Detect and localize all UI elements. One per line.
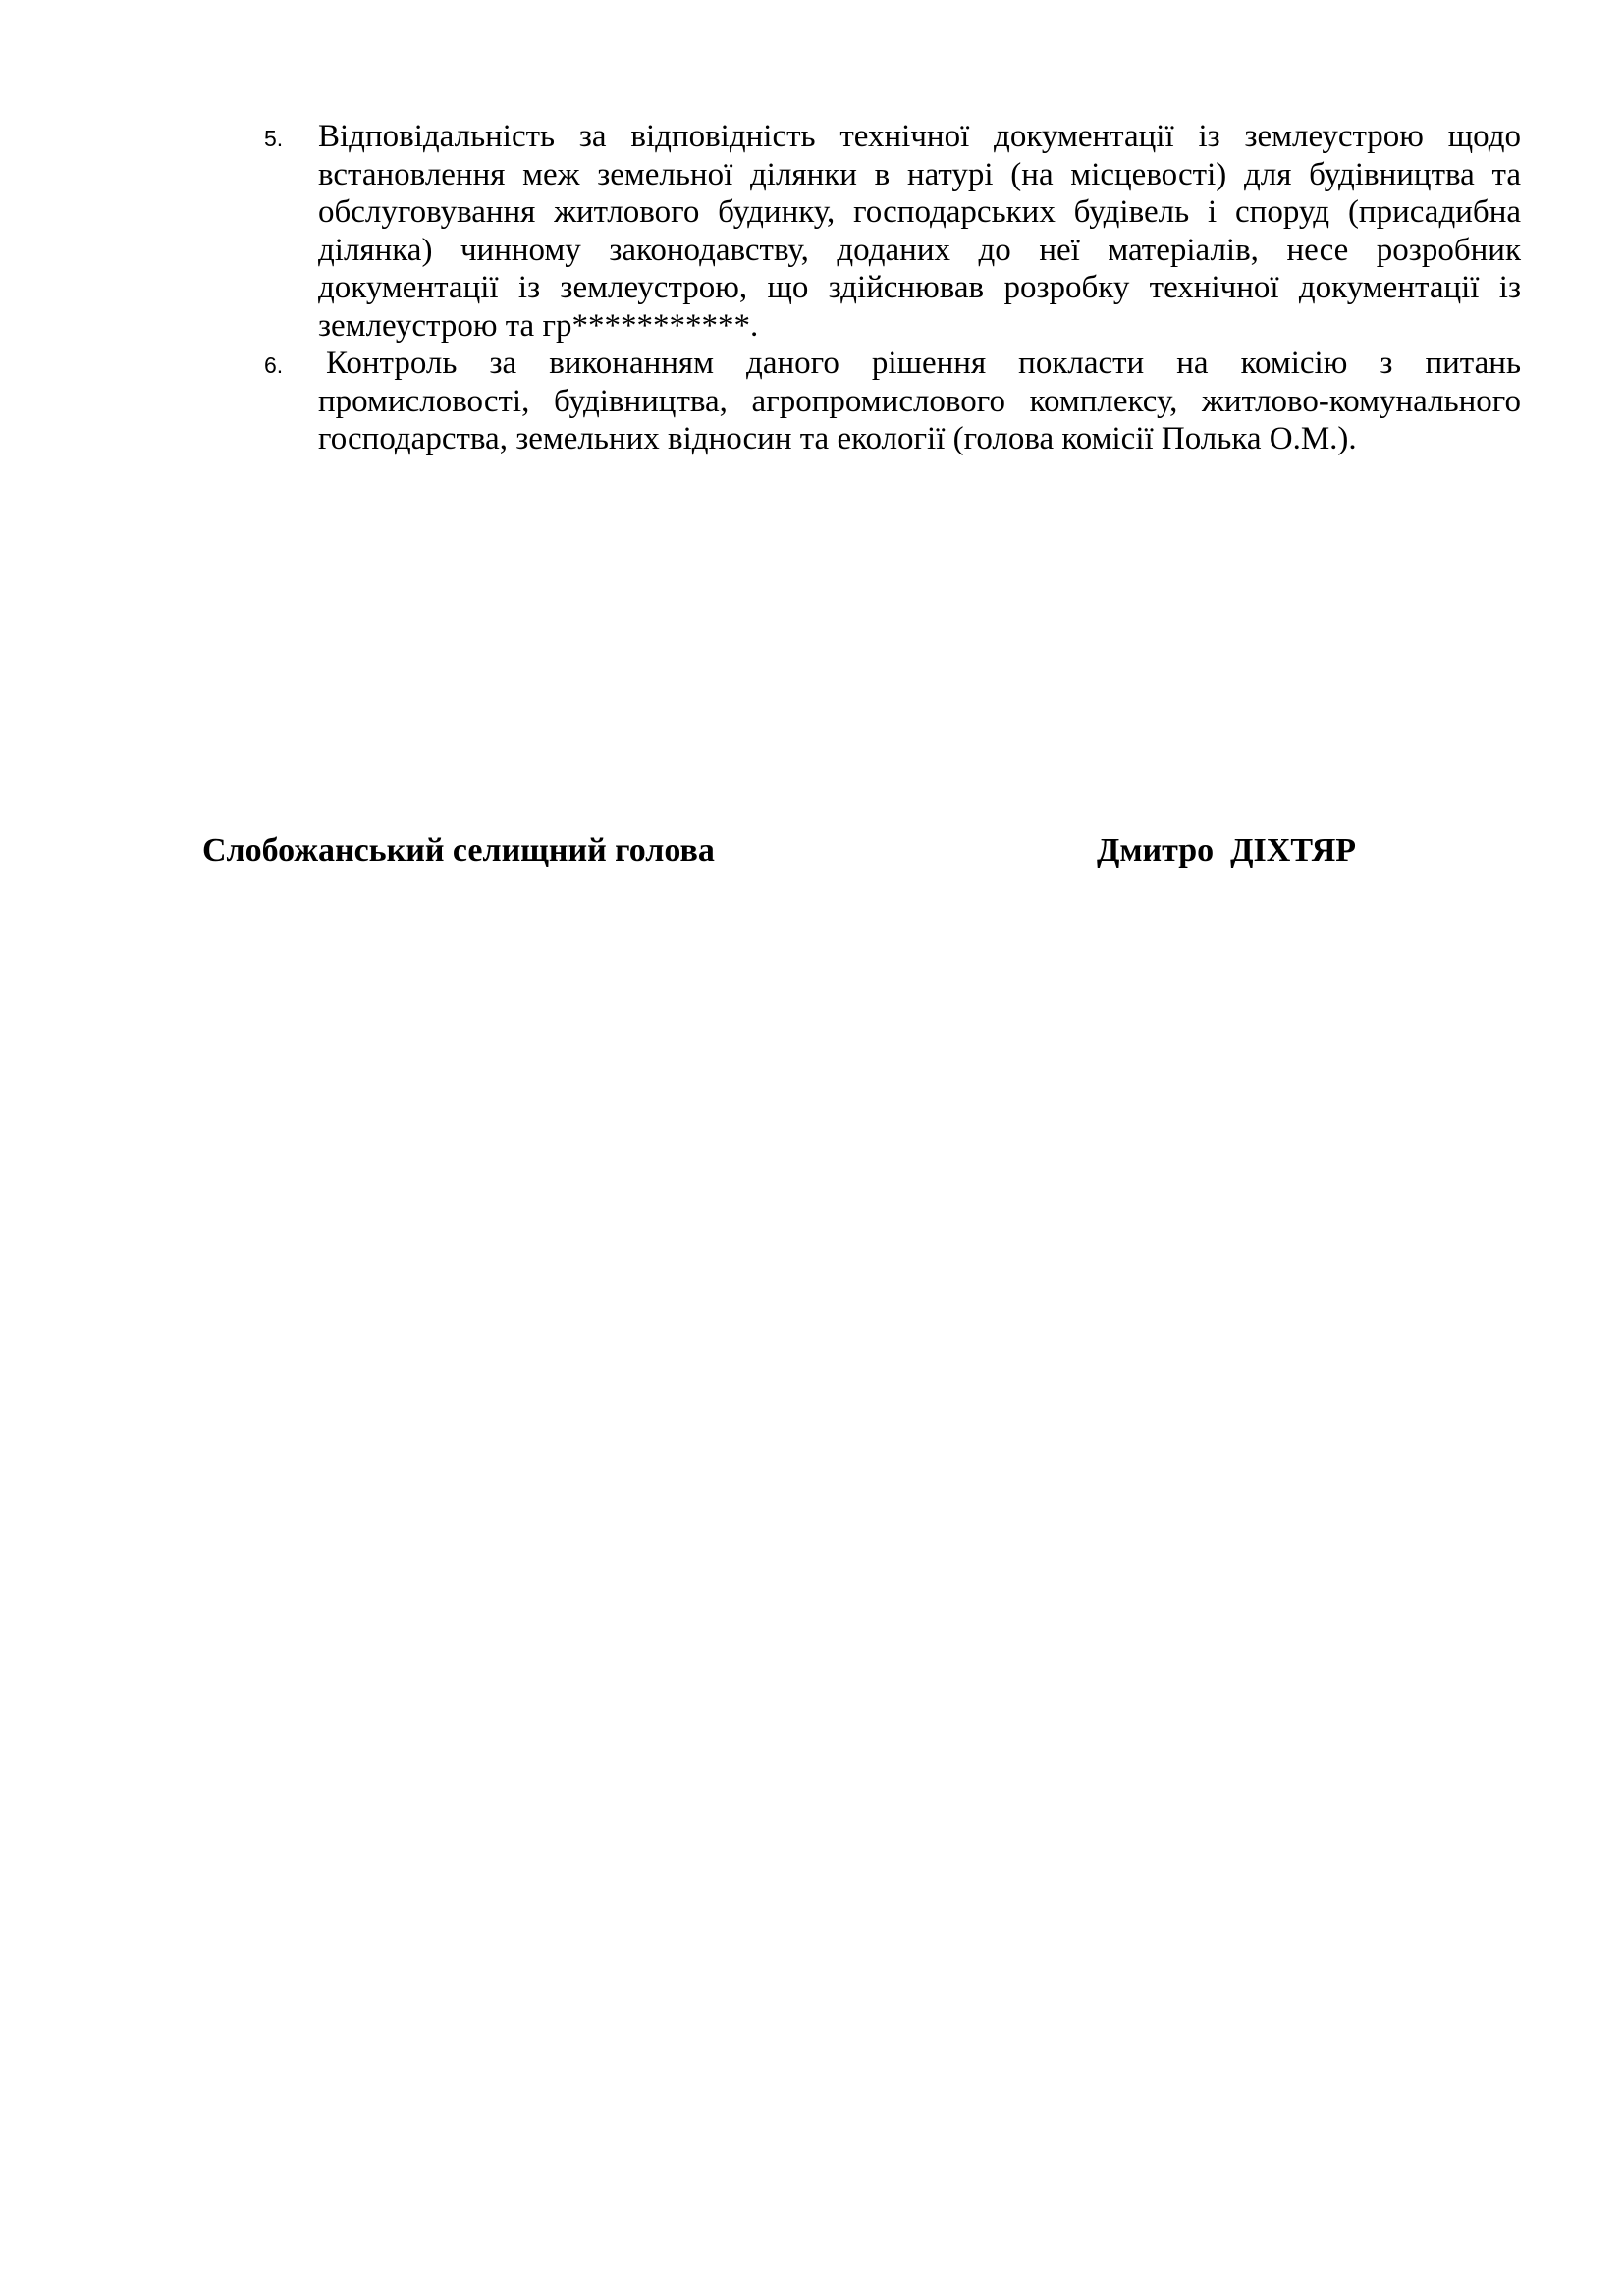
list-item-text: Відповідальність за відповідність технічної документації із землеустрою щодо встановлення меж земельної ділянки в натурі (на місцевості) для будівництва та обслуговування житлового будинку, господарських будівель і споруд (присадибна ділянка) чинному законодавству, доданих до неї матеріалів, несе розробник документації із землеустрою, що здійснював розробку технічної документації із землеустрою та гр***********. (318, 119, 1521, 344)
signature-title: Слобожанський селищний голова (202, 832, 715, 869)
list-item-5 (264, 118, 1521, 345)
resolution-items-list (264, 118, 1521, 458)
list-item-text: Контроль за виконанням даного рішення покласти на комісію з питань промисловості, будівництва, агропромислового комплексу, житлово-комунального господарства, земельних відносин та екології (голова комісії Полька О.М.). (318, 346, 1521, 456)
list-item-6 (264, 345, 1521, 458)
list-item-number: 5. (264, 126, 284, 151)
list-item-number: 6. (264, 352, 284, 378)
signature-name: Дмитро ДІХТЯР (1097, 832, 1357, 869)
